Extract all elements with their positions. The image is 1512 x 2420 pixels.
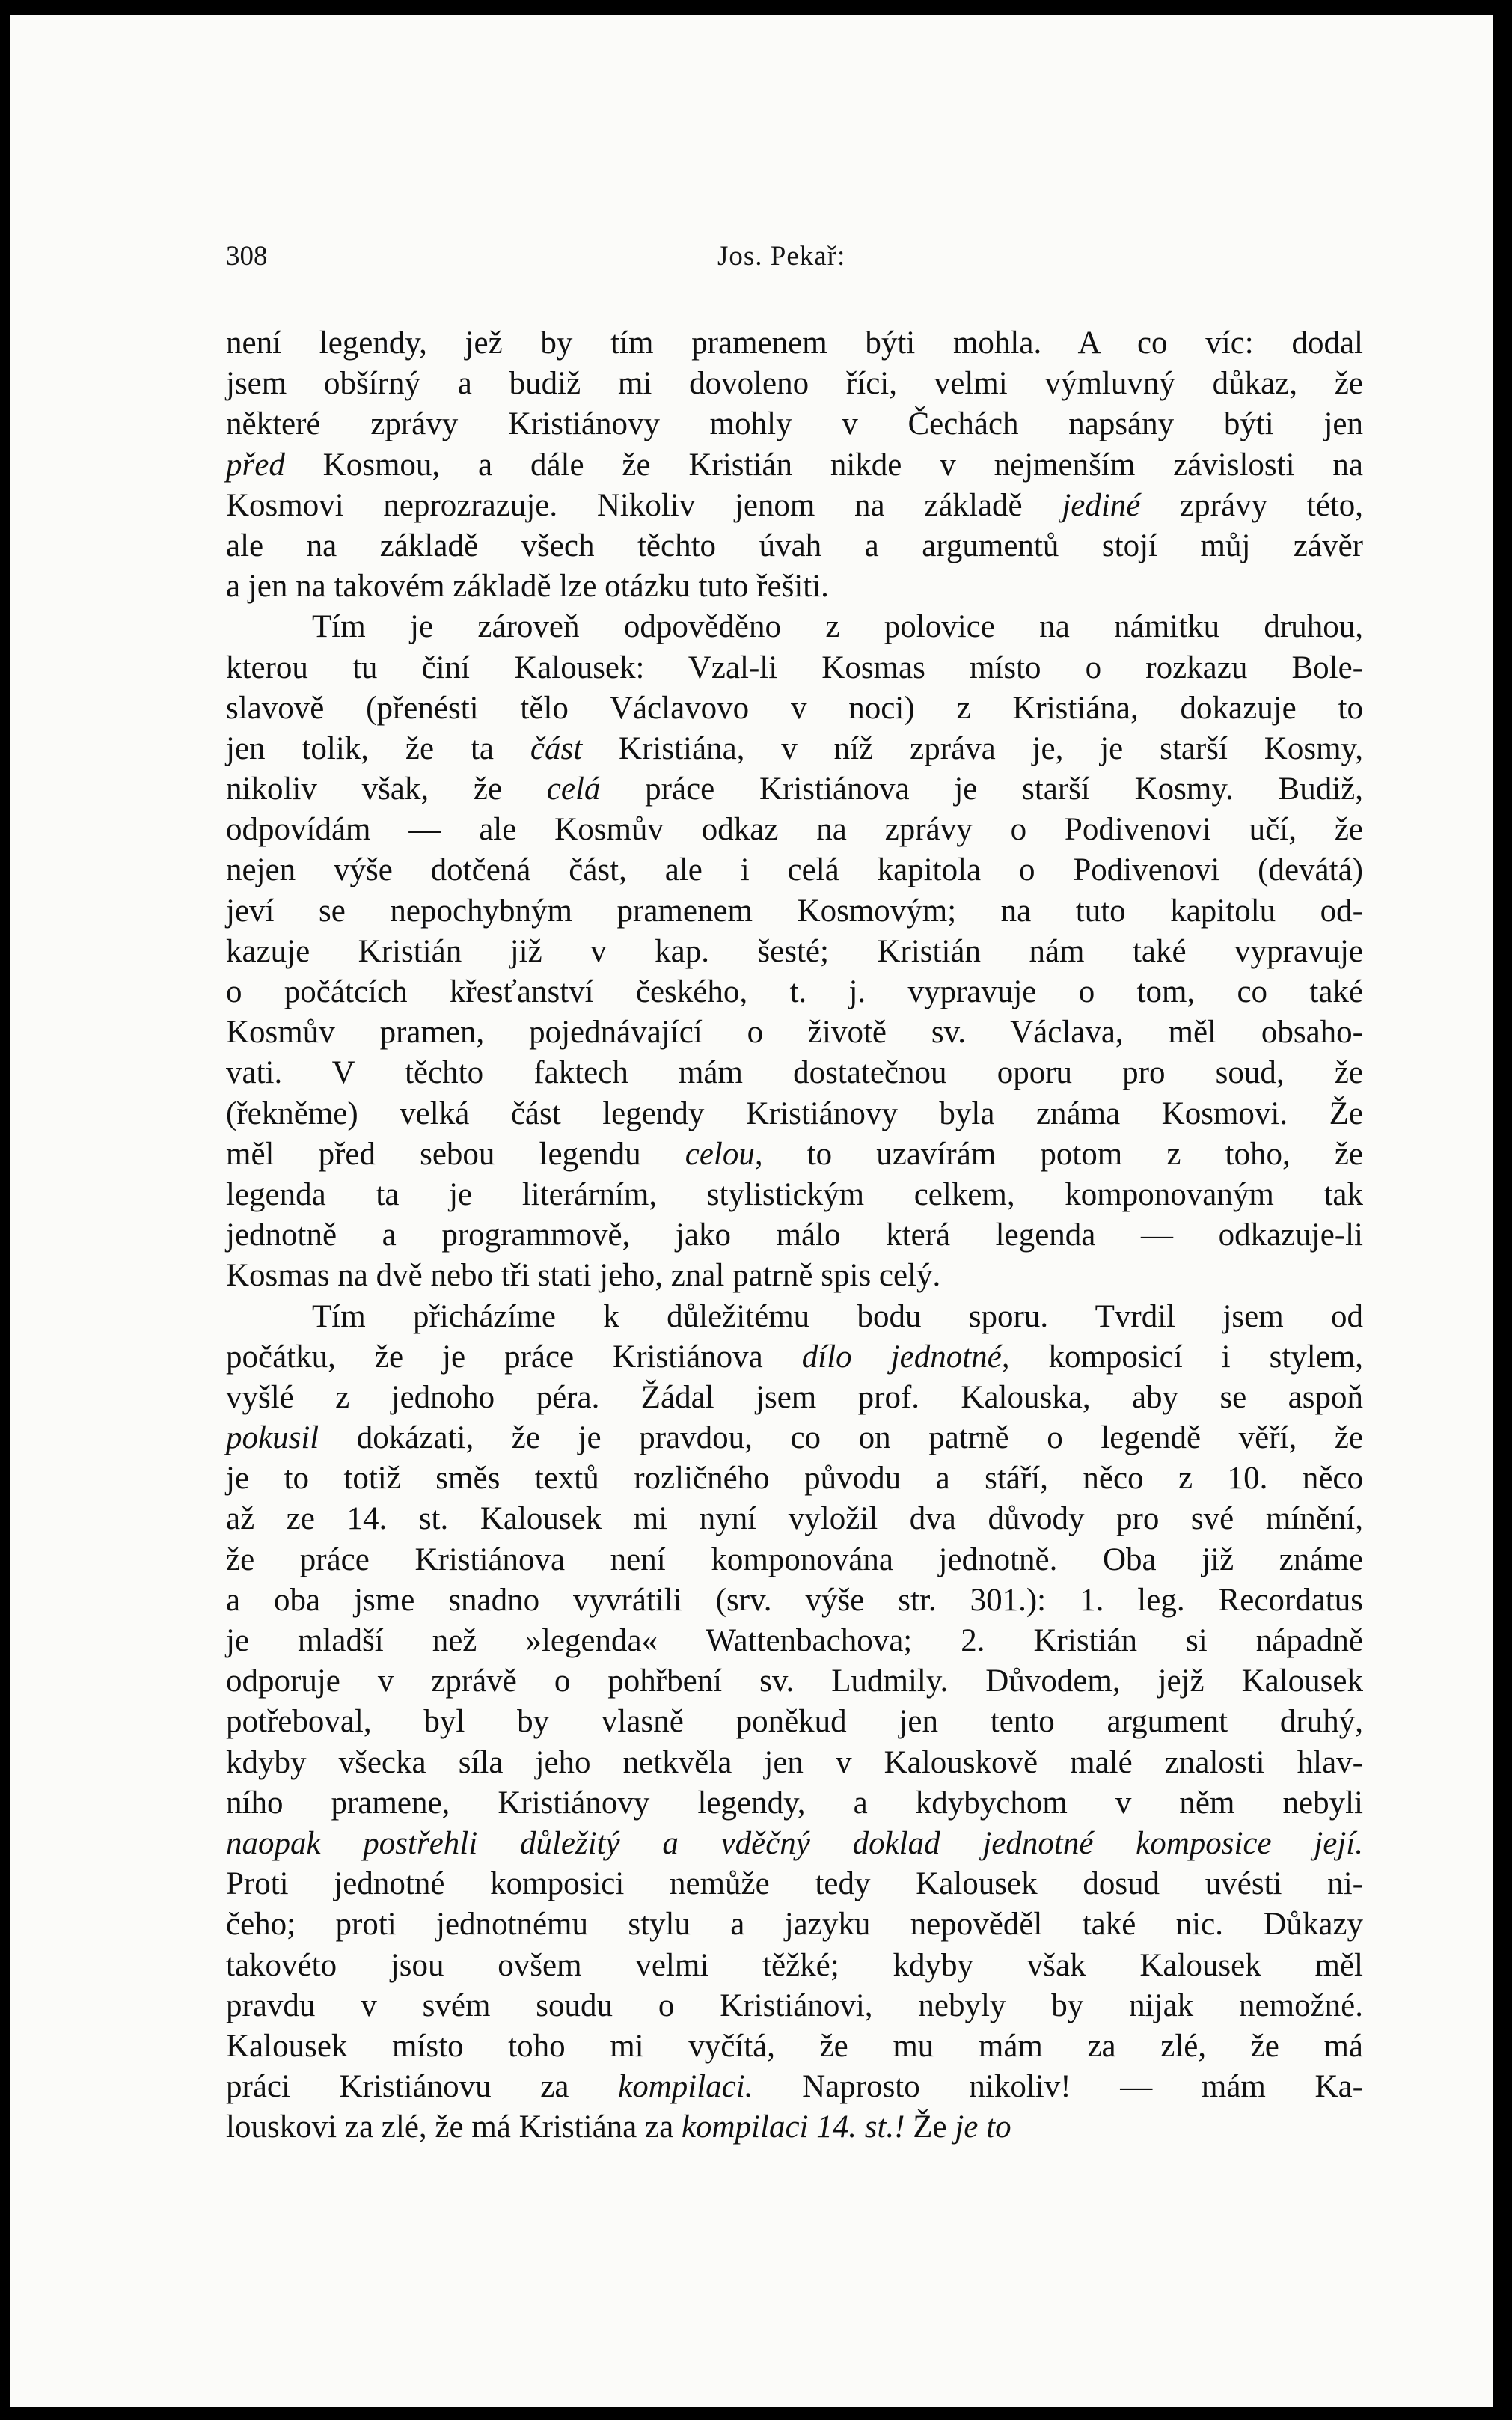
italic-text: dílo jednotné, [801,1339,1010,1375]
text-line [226,1824,1363,1864]
text-run: slavově (přenésti tělo Václavovo v noci) z Kristiána, dokazuje to [226,690,1363,726]
text-line [226,1580,1363,1621]
text-line [226,364,1363,404]
text-line [226,648,1363,688]
italic-text: je to [955,2109,1011,2145]
text-run: nejen výše dotčená část, ale i celá kapitola o Podivenovi (devátá) [226,852,1363,888]
text-line [226,404,1363,444]
text-line [226,1256,1363,1296]
text-line [226,1864,1363,1904]
text-run: Naprosto nikoliv! — mám Ka- [753,2069,1363,2105]
text-line [226,1743,1363,1783]
text-line [226,2067,1363,2107]
italic-text: celou, [685,1136,763,1172]
italic-text: kompilaci 14. st.! [681,2109,905,2145]
text-line [226,2107,1363,2148]
body-text [226,323,1363,2148]
text-line [226,486,1363,526]
text-run: Tím je zároveň odpověděno z polovice na námitku druhou, [312,609,1363,645]
book-page [10,15,1493,2407]
text-line [226,1702,1363,1742]
text-run: je to totiž směs textů rozličného původu a stáří, něco z 10. něco [226,1461,1363,1497]
italic-text: jediné [1062,487,1141,523]
text-line [226,810,1363,850]
text-run: není legendy, jež by tím pramenem býti mohla. A co víc: dodal [226,326,1363,361]
text-line [226,1337,1363,1378]
text-run: komposicí i stylem, [1009,1339,1363,1375]
text-line [226,1904,1363,1945]
text-run: pravdu v svém soudu o Kristiánovi, nebyly by nijak nemožné. [226,1987,1363,2023]
text-run: dokázati, že je pravdou, co on patrně o legendě věří, že [319,1420,1363,1456]
text-run: je mladší než »legenda« Wattenbachova; 2. Kristián si nápadně [226,1623,1363,1658]
text-run: Kosmovi neprozrazuje. Nikoliv jenom na základě [226,487,1062,523]
text-run: odpovídám — ale Kosmův odkaz na zprávy o Podivenovi učí, že [226,812,1363,848]
text-line [226,1094,1363,1134]
text-run: Kosmas na dvě nebo tři stati jeho, znal patrně spis celý. [226,1258,941,1294]
text-line [226,1946,1363,1986]
running-head: Jos. Pekař: [717,241,846,272]
text-run: zprávy této, [1140,487,1363,523]
text-line [226,323,1363,364]
page-header [226,240,1363,278]
text-run: takovéto jsou ovšem velmi těžké; kdyby však Kalousek měl [226,1947,1363,1983]
text-run: to uzavírám potom z toho, že [762,1136,1363,1172]
text-line [226,1418,1363,1458]
text-run: vyšlé z jednoho péra. Žádal jsem prof. Kalouska, aby se aspoň [226,1379,1363,1415]
text-line [226,729,1363,769]
text-line [226,688,1363,729]
text-run: ale na základě všech těchto úvah a argumentů stojí můj závěr [226,528,1363,563]
text-run: až ze 14. st. Kalousek mi nyní vyložil dva důvody pro své mínění, [226,1501,1363,1537]
text-run: jeví se nepochybným pramenem Kosmovým; na tuto kapitolu od- [226,893,1363,929]
text-run: jen tolik, že ta [226,730,530,766]
text-run: Kristiána, v níž zpráva je, je starší Kosmy, [582,730,1363,766]
text-run: legenda ta je literárním, stylistickým celkem, komponovaným tak [226,1176,1363,1212]
text-line [226,769,1363,810]
text-run: potřeboval, byl by vlasně poněkud jen tento argument druhý, [226,1704,1363,1740]
text-run: a oba jsme snadno vyvrátili (srv. výše str. 301.): 1. leg. Recordatus [226,1582,1363,1618]
text-run: (řekněme) velká část legendy Kristiánovy byla známa Kosmovi. Že [226,1096,1363,1131]
text-run: že práce Kristiánova není komponována jednotně. Oba již známe [226,1541,1363,1577]
italic-text: před [226,447,285,483]
text-line [226,1215,1363,1256]
italic-text: kompilaci. [618,2069,753,2105]
text-run: Proti jednotné komposici nemůže tedy Kalousek dosud uvésti ni- [226,1866,1363,1902]
text-line [226,445,1363,486]
text-run: a jen na takovém základě lze otázku tuto řešiti. [226,569,829,605]
page-number: 308 [226,241,268,272]
text-run: práce Kristiánova je starší Kosmy. Budiž, [600,771,1363,807]
text-line [226,1621,1363,1661]
text-run: ního pramene, Kristiánovy legendy, a kdybychom v něm nebyli [226,1785,1363,1821]
text-run: vati. V těchto faktech mám dostatečnou oporu pro soud, že [226,1055,1363,1091]
text-run: některé zprávy Kristiánovy mohly v Čechách napsány býti jen [226,406,1363,442]
text-line [226,1458,1363,1499]
text-run: Kosmův pramen, pojednávající o životě sv. Václava, měl obsaho- [226,1015,1363,1051]
text-line [226,1012,1363,1053]
text-line [226,607,1363,647]
italic-text: naopak postřehli důležitý a vděčný doklad jednotné komposice její. [226,1825,1363,1861]
text-run: Tím přicházíme k důležitému bodu sporu. Tvrdil jsem od [312,1298,1363,1334]
text-line [226,1134,1363,1175]
text-run: Že [905,2109,955,2145]
text-run: Kosmou, a dále že Kristián nikde v nejmenším závislosti na [284,447,1363,483]
text-line [226,1053,1363,1093]
text-run: práci Kristiánovu za [226,2069,619,2105]
text-run: louskovi za zlé, že má Kristiána za [226,2109,682,2145]
text-line [226,1783,1363,1824]
text-line [226,1175,1363,1215]
text-line [226,526,1363,566]
text-line [226,1540,1363,1580]
text-run: kazuje Kristián již v kap. šesté; Kristián nám také vypravuje [226,933,1363,969]
text-line [226,1378,1363,1418]
text-line [226,1661,1363,1702]
text-run: jednotně a programmově, jako málo která legenda — odkazuje-li [226,1217,1363,1253]
text-run: čeho; proti jednotnému stylu a jazyku nepověděl také nic. Důkazy [226,1907,1363,1943]
text-run: jsem obšírný a budiž mi dovoleno říci, velmi výmluvný důkaz, že [226,366,1363,402]
text-line [226,566,1363,607]
italic-text: pokusil [226,1420,319,1456]
text-line [226,932,1363,972]
italic-text: celá [546,771,601,807]
text-line [226,972,1363,1012]
text-run: o počátcích křesťanství českého, t. j. vypravuje o tom, co také [226,974,1363,1009]
text-run: odporuje v zprávě o pohřbení sv. Ludmily. Důvodem, jejž Kalousek [226,1663,1363,1699]
text-line [226,891,1363,932]
italic-text: část [530,730,583,766]
text-line [226,2026,1363,2067]
text-run: počátku, že je práce Kristiánova [226,1339,802,1375]
text-line [226,850,1363,890]
text-line [226,1499,1363,1539]
text-line [226,1297,1363,1337]
text-run: Kalousek místo toho mi vyčítá, že mu mám za zlé, že má [226,2028,1363,2064]
text-line [226,1986,1363,2026]
text-run: kdyby všecka síla jeho netkvěla jen v Kalouskově malé znalosti hlav- [226,1744,1363,1780]
text-run: měl před sebou legendu [226,1136,685,1172]
text-run: kterou tu činí Kalousek: Vzal-li Kosmas místo o rozkazu Bole- [226,650,1363,685]
text-run: nikoliv však, že [226,771,547,807]
